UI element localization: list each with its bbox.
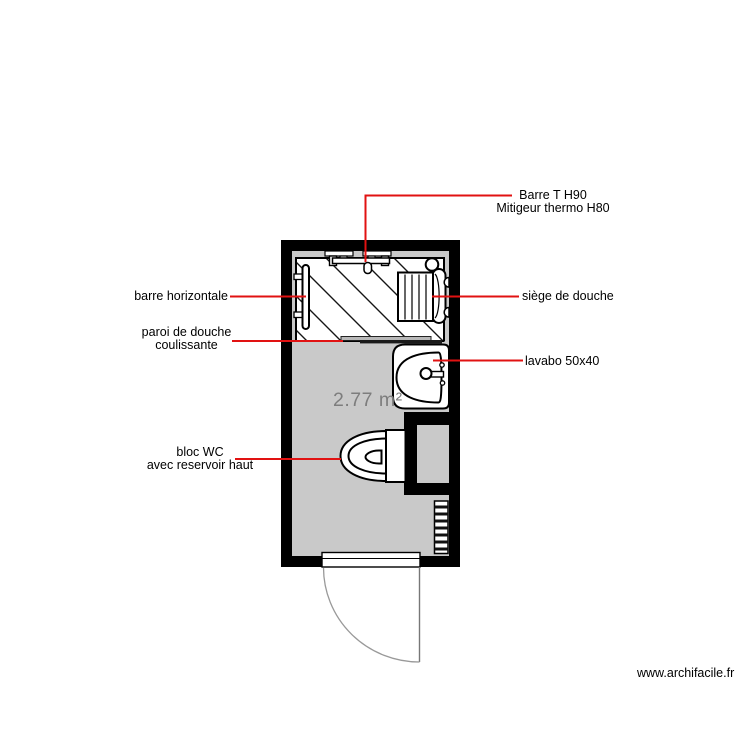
wall-niche[interactable] [404, 412, 460, 495]
door-swing-arc [324, 568, 420, 663]
label-barre-horizontale: barre horizontale [134, 289, 228, 303]
archifacile-link[interactable]: www.archifacile.fr [637, 666, 735, 680]
room-area-label: 2.77 m² [333, 389, 403, 411]
label-bloc-wc-line1: bloc WC [176, 445, 224, 459]
label-barre-t [478, 189, 628, 214]
label-bloc-wc-line2: avec reservoir haut [146, 457, 254, 472]
label-paroi-line1: paroi de douche [141, 325, 232, 339]
door[interactable] [322, 553, 420, 663]
label-bloc-wc [135, 446, 265, 471]
label-siege: siège de douche [522, 289, 614, 303]
radiator[interactable] [435, 501, 449, 554]
label-paroi-line2: coulissante [155, 337, 218, 352]
label-lavabo: lavabo 50x40 [525, 354, 600, 368]
label-barre-t-line1: Barre T H90 [519, 188, 587, 202]
label-paroi [121, 326, 252, 351]
label-barre-t-line2: Mitigeur thermo H80 [496, 200, 610, 215]
